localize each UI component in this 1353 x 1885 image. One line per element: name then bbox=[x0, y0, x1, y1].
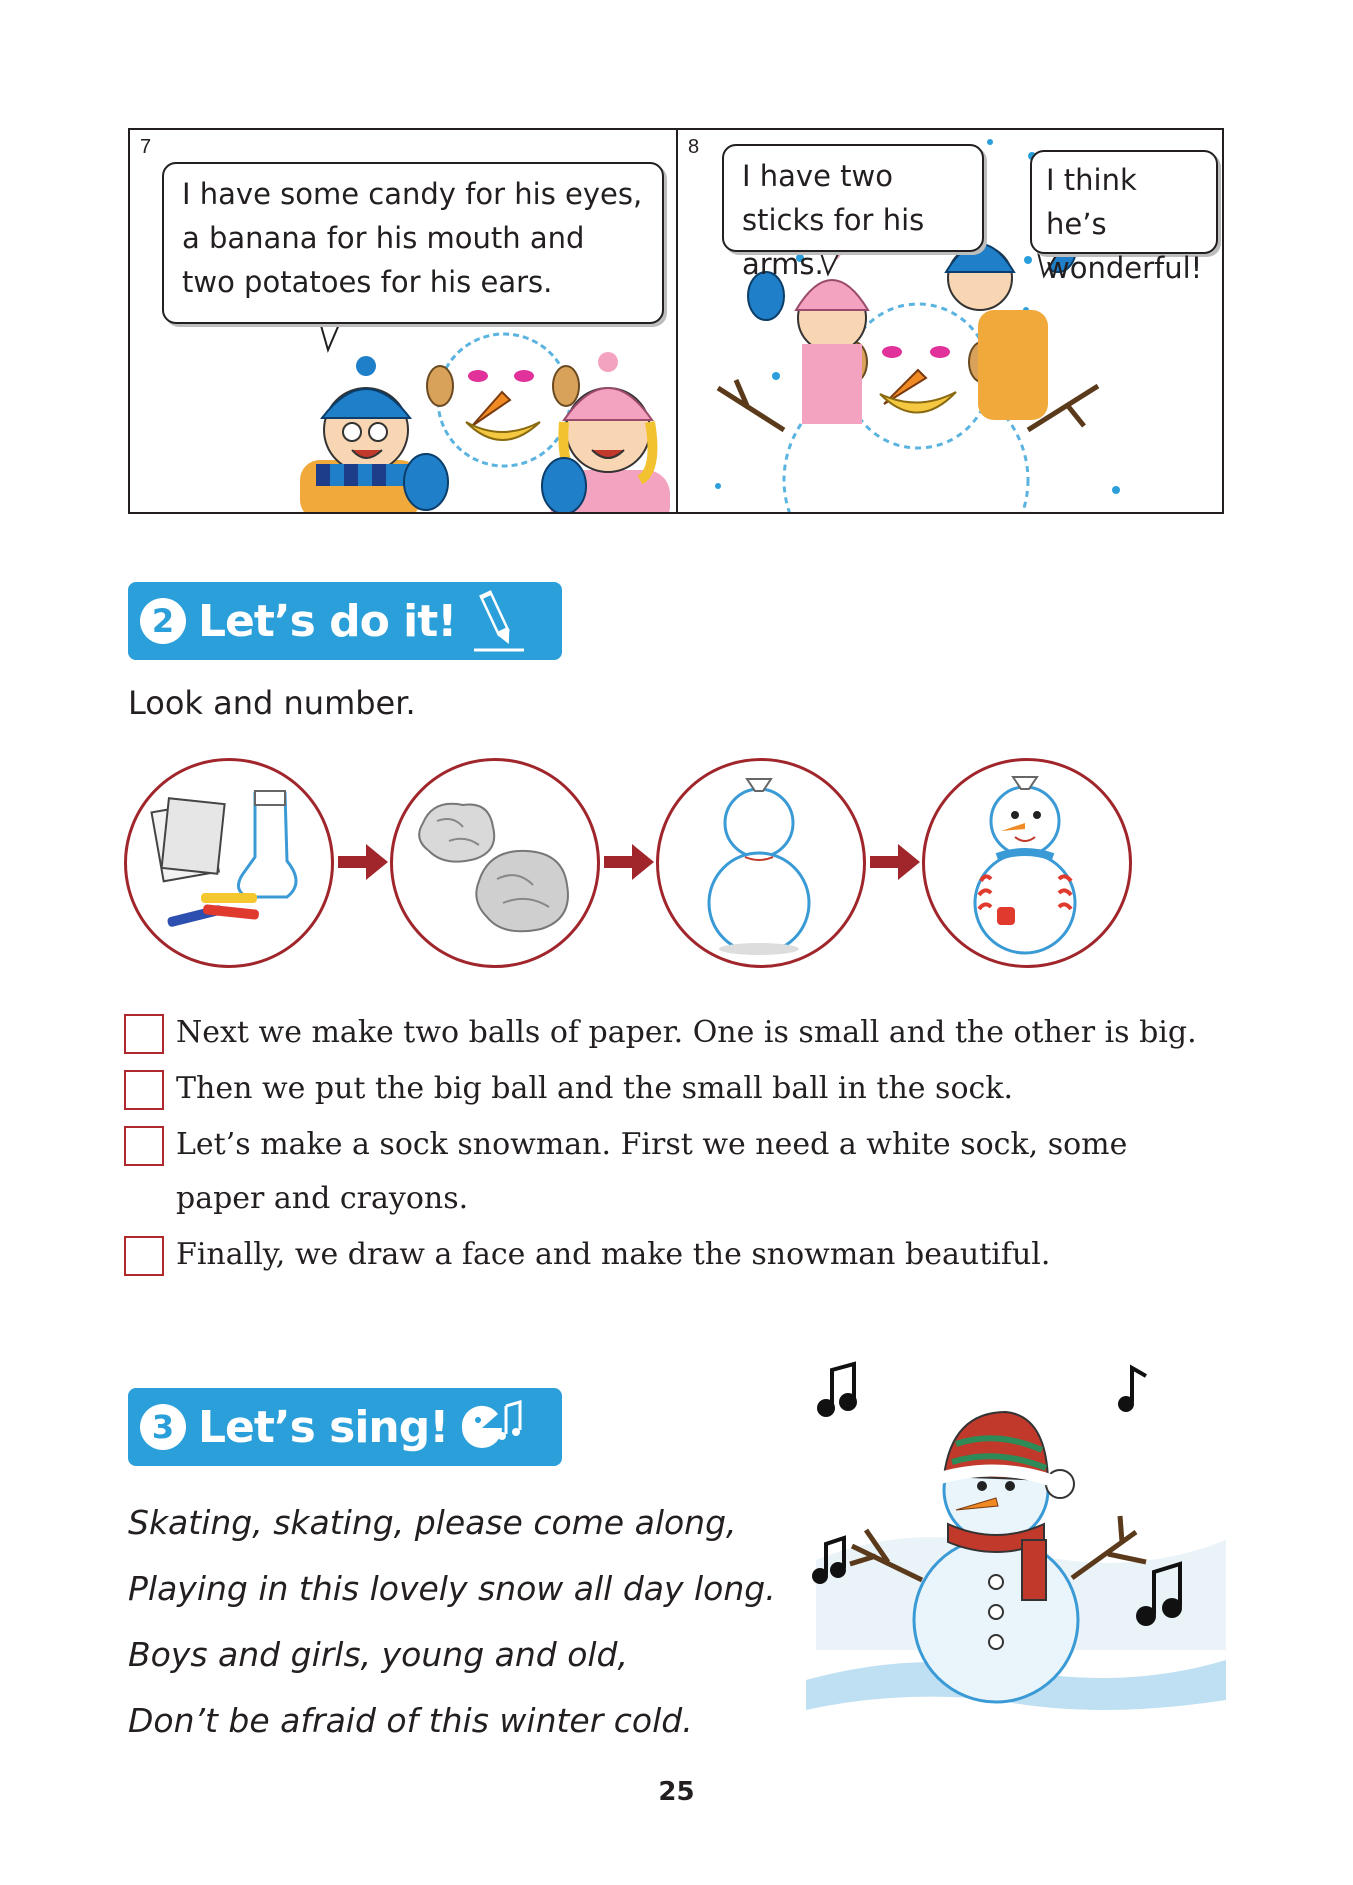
crumpled-paper-balls-image bbox=[393, 761, 597, 965]
section-header-lets-do-it bbox=[128, 582, 562, 660]
number-box[interactable] bbox=[124, 1126, 164, 1166]
list-item bbox=[124, 1126, 1224, 1222]
song-line: Boys and girls, young and old, bbox=[128, 1635, 628, 1674]
number-box[interactable] bbox=[124, 1070, 164, 1110]
paper-sock-crayons-image bbox=[127, 761, 331, 965]
section-number: 2 bbox=[140, 598, 186, 644]
decorated-sock-snowman-image bbox=[925, 761, 1129, 965]
list-item bbox=[124, 1070, 1224, 1112]
page-number: 25 bbox=[658, 1777, 695, 1807]
section-header-lets-sing bbox=[128, 1388, 562, 1466]
step-circle-materials bbox=[124, 758, 334, 968]
section-title: Let’s do it! bbox=[198, 595, 457, 647]
section-number: 3 bbox=[140, 1404, 186, 1450]
speech-bubble: I think he’s wonderful! bbox=[1030, 150, 1218, 254]
item-text: Next we make two balls of paper. One is small and the other is big. bbox=[176, 1015, 1197, 1050]
item-text: Then we put the big ball and the small ball in the sock. bbox=[176, 1071, 1014, 1106]
speech-bubble: I have some candy for his eyes, a banana for his mouth and two potatoes for his ears. bbox=[162, 162, 664, 324]
number-box[interactable] bbox=[124, 1014, 164, 1054]
item-text bbox=[176, 1122, 1127, 1222]
singing-snowman-illustration bbox=[796, 1350, 1236, 1730]
arrow-right-icon bbox=[870, 844, 920, 880]
song-line: Don’t be afraid of this winter cold. bbox=[128, 1701, 693, 1740]
step-circle-stuffed-sock bbox=[656, 758, 866, 968]
item-text-line: paper and crayons. bbox=[176, 1181, 469, 1216]
section-title: Let’s sing! bbox=[198, 1401, 449, 1453]
song-lyrics bbox=[128, 1490, 776, 1754]
stuffed-sock-image bbox=[659, 761, 863, 965]
comic-strip bbox=[128, 128, 1224, 514]
instruction-text: Look and number. bbox=[128, 684, 416, 722]
step-sequence bbox=[124, 758, 1184, 972]
step-circle-sock-snowman bbox=[922, 758, 1132, 968]
pencil-writing-icon bbox=[468, 586, 528, 656]
song-line: Skating, skating, please come along, bbox=[128, 1503, 737, 1542]
arrow-right-icon bbox=[338, 844, 388, 880]
step-circle-paper-balls bbox=[390, 758, 600, 968]
singing-music-note-icon bbox=[454, 1400, 524, 1456]
speech-bubble: I have two sticks for his arms. bbox=[722, 144, 984, 252]
list-item bbox=[124, 1014, 1224, 1056]
song-line: Playing in this lovely snow all day long. bbox=[128, 1569, 776, 1608]
item-text-line: Let’s make a sock snowman. First we need a white sock, some bbox=[176, 1127, 1128, 1162]
comic-panel-7 bbox=[130, 130, 678, 512]
number-box[interactable] bbox=[124, 1236, 164, 1276]
arrow-right-icon bbox=[604, 844, 654, 880]
panel-number: 8 bbox=[688, 136, 700, 158]
item-text: Finally, we draw a face and make the snowman beautiful. bbox=[176, 1237, 1051, 1272]
comic-panel-8 bbox=[678, 130, 1224, 512]
panel-number: 7 bbox=[140, 136, 152, 158]
numbering-list bbox=[124, 1014, 1224, 1292]
list-item bbox=[124, 1236, 1224, 1278]
